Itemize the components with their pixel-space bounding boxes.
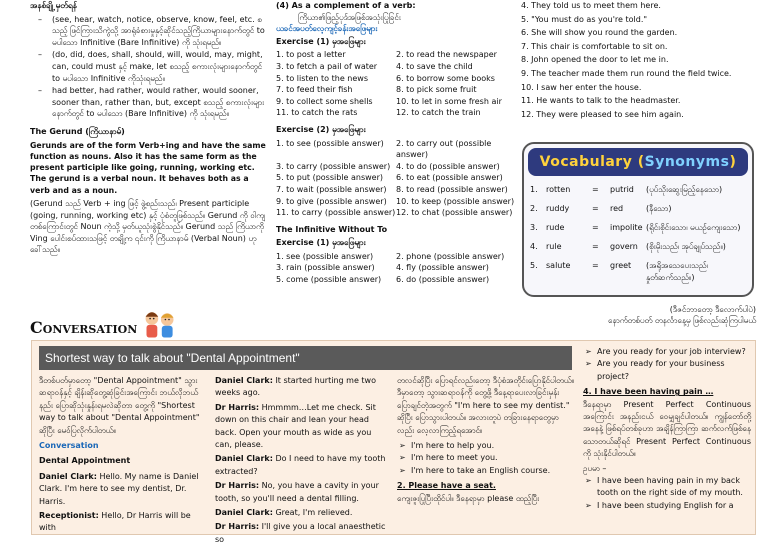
explanation-text: တလင်ဆိုပြီး ပြောရင်လည်းတော့ ဒီပုံစံအတိုင်းပြောနိုင်ပါတယ်။ ဒီမှာတော့ သွားဆရာဝန်ကို တွေ့ဖို့ ဒီနေ့ရာပေးလာခြင်းမှန်း ပြောချင်တဲ့အတွက် "I'm here to see my dentist." ဆိုပြီး ပြောသွားပါတယ်။ အလားတူပဲ တခြားနေရာတွေမှာလည်း လေ့လာကြည့်ရအောင်။	[397, 376, 574, 435]
answer-row: 5. to put (possible answer) 6. to eat (possible answer)	[276, 173, 503, 183]
vocab-row: 3. rude = impolite (ရိုင်းစိုင်းသော၊ မယဉ်ကျေးသော)	[530, 223, 741, 232]
gerund-heading: The Gerund (ကြိယာနာမ်)	[30, 126, 125, 136]
sentence: 5. "You must do as you're told."	[521, 14, 648, 24]
gerund-myanmar: (Gerund သည် Verb + ing ဖြင့် ဖွဲ့စည်းသည်၊ Present participle (going, running, working etc) နှင့် ပုံစံတူဖြစ်သည်။ Gerund ကို ဝါကျတစ်ကြောင်းတွင် Noun ကဲ့သို့ မှတ်ယူသုံးစွဲနိုင်သည်။ Gerund သည် ကြိယာကို Ving ပေါင်းစပ်ထားသဖြင့် တချို့က ၎င်းကို ကြိယာနာမ် (Verbal Noun) ဟု ခေါ်သည်။	[30, 199, 266, 255]
answer-row: 11. to catch the rats 12. to catch the train	[276, 108, 481, 118]
right-column	[521, 0, 756, 120]
example-bullet: ➢ I have been having pain in my back tooth on the right side of my mouth.	[585, 475, 743, 498]
exercise-1-answers	[276, 49, 516, 119]
exercise-1b-answers	[276, 251, 516, 286]
example-bullet: ➢ Are you ready for your business project?	[585, 359, 725, 381]
arrow-icon: ➢	[399, 440, 406, 450]
intro-heading: အနစ်ချို့ မှတ်ရန်	[30, 1, 77, 10]
left-column	[30, 0, 270, 258]
dialogue-line: Dr Harris: I'll give you a local anaesthetic so	[215, 522, 386, 544]
gerund-definition: Gerunds are of the form Verb+ing and have the same function as nouns. Also it has the same form as the present participle like going, running, working etc. The gerund is a verbal noun. It behaves both as a verb and as a noun.	[30, 140, 266, 195]
vocab-row: 5. salute = greet (အရိုအသေပေးသည်၊ နှုတ်ဆက်သည်။)	[530, 261, 708, 282]
dialogue-line: Daniel Clark: Do I need to have my tooth extracted?	[215, 454, 386, 476]
complement-myanmar: ကြိယာ၏ဖြည့်ပုဒ်အဖြစ်အသုံးပြုခြင်း	[298, 12, 401, 22]
answer-row: 1. to see (possible answer) 2. to carry out (possible answer)	[276, 138, 492, 160]
dialogue-line: Daniel Clark: It started hurting me two weeks ago.	[215, 376, 376, 398]
vocab-row: 2. ruddy = red (နီသော)	[530, 204, 672, 213]
sentence: 8. John opened the door to let me in.	[521, 55, 669, 65]
dialogue-line: Dr Harris: Hmmmm…Let me check. Sit down on this chair and lean your head back. Open your mouth as wide as you can, please.	[215, 402, 376, 449]
sentence: 6. She will show you round the garden.	[521, 28, 678, 38]
example-bullet: ➢ I have been studying English for a	[583, 500, 751, 512]
phrase-heading: 4. I have been having pain …	[583, 387, 714, 397]
dialogue-title: Dental Appointment	[39, 456, 131, 466]
arrow-icon: ➢	[585, 347, 592, 356]
dialogue-line: Receptionist: Hello, Dr Harris will be with	[39, 510, 191, 533]
conversation-title: Conversation	[30, 318, 138, 337]
dialogue-line: Daniel Clark: Hello. My name is Daniel Clark. I'm here to see my dentist, Dr. Harris.	[39, 471, 199, 506]
answer-row: 3. to fetch a pail of water 4. to save the child	[276, 61, 473, 71]
conversation-header	[30, 316, 137, 339]
complement-heading: (4) As a complement of a verb:	[276, 1, 416, 10]
arrow-icon: ➢	[585, 359, 592, 369]
answers-heading: ယခင်အပတ်လေ့ကျင့်ခန်းအဖြေများ	[276, 24, 378, 34]
example-label: ဥပမာ –	[583, 463, 607, 473]
sentence: 11. He wants to talk to the headmaster.	[521, 96, 681, 106]
answer-row: 3. to carry (possible answer) 4. to do (possible answer)	[276, 161, 500, 171]
conversation-label: Conversation	[39, 440, 99, 450]
bullet-item: – (do, did, does, shall, should, will, would, may, might, can, could must နှင့် make, let စသည့် စကားလုံးများနောက်တွင် to မပါသော Infinitive ကိုသုံးရမည်။	[38, 50, 263, 83]
sentence: 9. The teacher made them run round the field twice.	[521, 68, 732, 78]
bare-infinitive-heading: The Infinitive Without To	[276, 224, 388, 234]
answer-row: 9. to give (possible answer) 10. to keep (possible answer)	[276, 196, 515, 206]
answer-row: 5. to listen to the news 6. to borrow some books	[276, 73, 495, 83]
bullet-item: – had better, had rather, would rather, would sooner, sooner than, rather than, but, except စသည့် စကားလုံးများ နောက်တွင် to မပါသော (Bare Infinitive) ကို သုံးရမည်။	[38, 86, 265, 119]
arrow-icon: ➢	[585, 475, 592, 485]
bullet-item: – (see, hear, watch, notice, observe, know, feel, etc. စသည့် ဖြင်ကြားသိကွဲသို့ အာရုံခံစားမှုနှင့်ဆိုင်သည့်ကြိယာများနောက်တွင် to မပါသော Infinitive (Bare Infinitive) ကို သုံးရမည်။	[38, 14, 265, 47]
answer-row: 7. to wait (possible answer) 8. to read (possible answer)	[276, 184, 508, 194]
vocab-row: 4. rule = govern (စိုးမိုးသည်၊ အုပ်ချုပ်သည်။)	[530, 242, 726, 251]
conversation-col-2	[215, 375, 390, 546]
example-bullet: ➢ Are you ready for your job interview?	[583, 346, 751, 358]
exercise-2-answers	[276, 138, 516, 219]
arrow-icon: ➢	[399, 453, 406, 463]
explanation-text: ကျေးဇူးပြုပြီးထိုင်ပါ။ ဒီနေရာမှာ please ထည့်ပြီး	[397, 493, 540, 503]
answer-row: 1. see (possible answer) 2. phone (possible answer)	[276, 251, 505, 261]
example-bullet: ➢ I'm here to take an English course.	[397, 465, 575, 477]
vocab-row: 1. rotten = putrid (ပုပ်သိုးဆွေးမြည့်နေသော)	[530, 185, 723, 194]
dialogue-line: Daniel Clark: Great, I'm relieved.	[215, 507, 353, 517]
conversation-col-3	[397, 375, 575, 505]
answer-row: 7. to feed their fish 8. to pick some fruit	[276, 85, 477, 95]
sentence: 4. They told us to meet them here.	[521, 1, 661, 10]
exercise-1b-title: Exercise (1) မှအဖြေများ	[276, 238, 366, 248]
sentence: 7. This chair is comfortable to sit on.	[521, 41, 668, 51]
conversation-banner: Shortest way to talk about "Dental Appointment"	[39, 346, 572, 370]
vocabulary-box	[522, 142, 754, 297]
answer-row: 1. to post a letter 2. to read the newspaper	[276, 50, 497, 60]
explanation-text: ဒီနေရာမှာ Present Perfect Continuous အကြောင်း အနည်းငယ် ဝေမျှချင်ပါတယ်။ ကျွန်တော်တို့အနေနဲ့ ဖြစ်ရပ်တစ်ခုဟာ အချိန်ကြာကြာ ဆက်လက်ဖြစ်နေသောတယ်ဆိုရင် Present Perfect Continuous ကို သုံးနိုင်ပါတယ်။	[583, 399, 751, 459]
answer-row: 11. to carry (possible answer) 12. to chat (possible answer)	[276, 208, 513, 218]
conversation-col-1	[39, 375, 209, 535]
sentence: 12. They were pleased to see him again.	[521, 109, 684, 119]
exercise-2-title: Exercise (2) မှအဖြေများ	[276, 124, 366, 134]
sentence: 10. I saw her enter the house.	[521, 82, 642, 92]
arrow-icon: ➢	[399, 465, 406, 475]
conversation-col-4	[583, 346, 751, 512]
phrase-heading: 2. Please have a seat.	[397, 481, 496, 491]
exercise-1-title: Exercise (1) မှအဖြေများ	[276, 36, 366, 46]
answer-row: 9. to collect some shells 10. to let in some fresh air	[276, 96, 502, 106]
vocabulary-title: Vocabulary (Synonyms)	[528, 148, 748, 176]
credit-note: (ဒီဇင်ဘာတော့ ဒီလောက်ပါပဲ) နောက်တစ်ပတ် တနင်္လာနေ့မှ ဖြစ်လည်းဆုံကြပါမယ်	[608, 305, 756, 326]
answer-row: 5. come (possible answer) 6. do (possible answer)	[276, 275, 490, 285]
arrow-icon: ➢	[585, 500, 592, 510]
intro-text: ဒီတစ်ပတ်မှာတော့ "Dental Appointment" သွားဆရာဝန်နှင့် ချိန်းဆိုတွေ့ဆုံခြင်းအကြောင်း ဘယ်လိုဘယ်နည်း ပြောဆိုသုံးနှုန်းရမလဲဆိုတာ တွေ့ကို "Shortest way to talk about "Dental Appointment" ဆိုပြီး မေဝ်ပြလိုက်ပါတယ်။	[39, 376, 200, 435]
dialogue-line: Dr Harris: No, you have a cavity in your tooth, so you'll need a dental filling.	[215, 481, 379, 503]
middle-column	[276, 0, 516, 286]
example-bullet: ➢ I'm here to help you.	[397, 440, 575, 452]
children-illustration	[142, 306, 178, 342]
example-bullet: ➢ I'm here to meet you.	[397, 452, 575, 464]
answer-row: 3. rain (possible answer) 4. fly (possible answer)	[276, 263, 489, 273]
